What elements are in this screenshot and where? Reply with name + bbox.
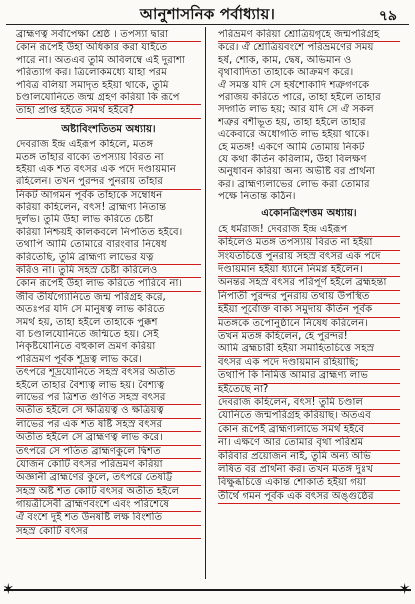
right-line-19: কহিলেও মতঙ্গ তপস্যায় বিরত না হইয়া <box>218 237 400 250</box>
right-line-6: পরাজয় করিতে পারে, তাহা হইলে তাহার <box>218 91 381 103</box>
right-line-29: তথাপি কি নিমিত্ত আমার ব্রাহ্মণ্য লাভ <box>218 370 400 383</box>
chapter-28-heading: অষ্টাবিংশতিতম অধ্যায়। <box>61 122 156 135</box>
left-line-29: তৎপরে শূদ্রযোনিতে সহস্র বৎসর অতীত <box>16 367 176 379</box>
left-line-40: ঐ বংশে দুই শত উনষষ্টি লক্ষ বিংশতি <box>16 512 201 525</box>
right-line-9: একেবারে অধোগতি লাভ হইয়া থাকে। <box>218 129 370 141</box>
right-line-33: কোন রূপেই ব্রাহ্মণ্যলাভে সমর্থ হইবে <box>218 424 400 437</box>
right-line-36: লষিত বর প্রার্থনা কর। তখন মতঙ্গ দুঃখ <box>218 464 400 477</box>
left-line-25: সমর্থ হয়, তাহা হইলে তাহাকে পুক্কশ <box>16 316 158 328</box>
left-line-11: দেবরাজ ইন্দ্র এইরূপ কহিলে, মতঙ্গ <box>16 139 154 151</box>
left-line-35: তৎপরে সে পতিত ব্রাহ্মণকুলে দ্বিশত <box>16 446 201 459</box>
right-line-5: ঐ সমস্ত যদি সে হর্ষশোকাদি শত্রুগণকে <box>218 79 370 91</box>
right-line-31: দেবরাজ কহিলেন, বৎস! তুমি চণ্ডাল <box>218 397 400 410</box>
right-text-column <box>218 29 400 581</box>
right-line-34: না। এক্ষণে আর তোমার বৃথা পরিশ্রম <box>218 437 400 450</box>
right-line-27: আমি ব্রহ্মচারী হইয়া সমাহিতচিত্তে সহস্র <box>218 343 400 356</box>
right-line-26: তখন মতঙ্গ কহিলেন, হে পুরন্দর! <box>218 330 348 342</box>
left-line-16: করিয়া কহিলেন, বৎস! ব্রাহ্মণ্য নিতান্ত <box>16 202 167 214</box>
left-line-31: লাভের পর ত্রিশত গুণিত সহস্র বৎসর <box>16 392 201 405</box>
right-line-8: শত্রুর বশীভূত হয়, তাহা হইলে তাহার <box>218 116 366 128</box>
left-line-7: তাহা প্রাপ্ত হইতে সমর্থ হইবে? <box>16 105 201 118</box>
left-line-37: অজ্ঞানী ব্রাহ্মণের কুলে, তৎপরে তেষট্টি <box>16 472 201 485</box>
right-line-35: করিবার প্রয়োজন নাই, তুমি অন্য অভি <box>218 451 400 464</box>
left-line-36: যোজন কোটি বৎসর পরিভ্রমণ করিয়া <box>16 459 201 472</box>
right-line-18: হে ধর্মরাজ! দেবরাজ ইন্দ্র এইরূপ <box>218 224 400 237</box>
right-line-21: দণ্ডায়মান হইয়া ধ্যানে নিমগ্ন হইলেন। <box>218 264 400 277</box>
left-line-26: বা চণ্ডালযোনিতে জন্মিতে হয়। সেই <box>16 328 159 340</box>
right-line-13: কর। ব্রাহ্মণ্যলাভের লোভ করা তোমার <box>218 178 370 190</box>
left-line-33: লাভের পর এক শত ষষ্টি সহস্র বৎসর <box>16 419 201 432</box>
left-line-39: গায়ত্রীসেবী ব্রাহ্মণবংশে এবং পরিশেষে <box>16 499 201 512</box>
left-line-15: নিকট আগমন পূর্বক তাঁহাকে সম্বোধন <box>16 189 163 201</box>
left-line-22: কোন রূপেই উহা লাভ করিতে পারিবে না। <box>16 278 201 291</box>
left-line-32: অতীত হইলে সে ক্ষত্রিয়ত্ব ও ক্ষত্রিয়ত্ব <box>16 405 201 418</box>
right-line-37: বিক্ষুব্ধচিত্তে একান্ত শোকার্ত হইয়া গয়া <box>218 477 400 490</box>
left-line-18: করিয়া নিশ্চয়ই কালকবলে নিপতিত হইবে। <box>16 226 183 238</box>
header-divider <box>6 24 409 25</box>
page-number: ৭৯ <box>378 8 397 24</box>
right-line-3: হর্ষ, শোক, কাম, দ্বেষ, অভিমান ও <box>218 54 352 66</box>
right-line-22: অনন্তর সহস্র বৎসর পরিপূর্ণ হইলে ব্রহ্মহন্তা <box>218 277 400 290</box>
left-line-19: তথাপি আমি তোমারে বারংবার নিষেধ <box>16 239 167 251</box>
left-line-5: পবিত্র বলিয়া সমাদৃত হইয়া থাকে, তুমি <box>16 79 169 91</box>
left-line-23: জীব তীর্যগ্যোনিতে জন্ম পরিগ্রহ করে, <box>16 291 166 303</box>
right-line-10: হে মতঙ্গ! একণে আমি তোমায় নিকট <box>218 141 365 153</box>
left-line-3: পারে না। অতএব তুমি অবিলম্বে এই দুরাশা <box>16 54 185 66</box>
left-text-column <box>16 29 201 581</box>
right-line-28: বৎসর এক পদে দণ্ডায়মান রহিয়াছি; <box>218 357 400 370</box>
left-line-21: করিও না। তুমি সহস্র চেষ্টা করিলেও <box>16 265 201 278</box>
left-line-24: অতঃপর যদি সে মানুষত্ব লাভ করিতে <box>16 304 165 316</box>
left-line-14: রহিলেন। তখন পুরন্দর পুনরায় তাঁহার <box>16 176 201 189</box>
right-line-25: মতঙ্গকে তপোনুষ্ঠানে নিষেধ করিলেন। <box>218 318 400 331</box>
left-line-6: চণ্ডালযোনিতে জন্ম গ্রহণ করিয়া কি রূপে <box>16 92 201 105</box>
right-line-32: যোনিতে জন্মপরিগ্রহ করিয়াছ। অতএব <box>218 410 400 423</box>
left-line-1: ব্রাহ্মণত্ব সর্বাপেক্ষা শ্রেষ্ঠ । তপস্যা দ্বারা <box>16 29 201 42</box>
right-line-30: হইতেছে না? <box>218 384 400 397</box>
left-line-13: হইয়া এক শত বৎসর এক পদে দণ্ডায়মান <box>16 163 176 175</box>
right-line-23: নিপাতী পুরন্দর পুনরায় তথায় উপস্থিত <box>218 291 400 304</box>
right-line-2: করে। ঐ শ্রোত্রিয়বংশে পরিভ্রমণের সময় <box>218 42 374 54</box>
right-line-7: সদ্গতি লাভ হয়; আর যদি সে ঐ সকল <box>218 104 374 116</box>
left-footer-ornament: ✶ <box>2 580 15 598</box>
left-line-2: কোন রূপেই উহা অধিকার করা যাইতে <box>16 42 168 54</box>
left-line-27: নিকৃষ্টযোনিতে বহুকাল ভ্রমণ করিয়া <box>16 341 156 353</box>
page-title: আনুশাসনিক পর্বাধ্যায়। <box>139 5 276 23</box>
footer-divider <box>4 589 411 591</box>
right-line-12: অনুধাবন করিয়া অন্য অভীষ্ট বর প্রার্থনা <box>218 166 375 178</box>
right-line-20: সংযতচিত্তে পুনরায় সহস্র বৎসর এক পদে <box>218 251 400 264</box>
left-line-41: সহস্র কোটি বৎসর <box>16 526 201 539</box>
left-line-38: সহস্র অষ্ট শত কোটি বৎসর অতীত হইলে <box>16 486 201 499</box>
right-line-38: তীর্থে গমন পূর্বক এক বৎসর অঙ্গুষ্ঠের <box>218 491 400 504</box>
right-line-14: পক্ষে নিতান্ত কঠিন। <box>218 191 296 203</box>
right-line-11: যে কথা কীর্তন করিলাম, উহা বিলক্ষণ <box>218 153 367 165</box>
page-header <box>0 0 415 24</box>
left-line-28: পরিভ্রমণ পূর্বক শূদ্রত্ব লাভ করে। <box>16 354 201 367</box>
left-line-34: অতীত হইলে সে ব্রাহ্মণত্ব লাভ করে। <box>16 432 201 445</box>
right-footer-ornament: ✶ <box>398 580 411 598</box>
right-line-1: পরিভ্রমণ করিয়া শ্রোত্রিয়গৃহে জন্মপরিগ্রহ <box>218 29 400 42</box>
right-line-4: বৃথাবাদিতা তাহাকে আক্রমণ করে। <box>218 67 354 79</box>
left-line-12: মতঙ্গ তাঁহার বাক্যে তপস্যায় বিরত না <box>16 151 164 163</box>
column-divider <box>205 27 206 579</box>
left-line-17: দুর্লভ। তুমি উহা লাভ করিতে চেষ্টা <box>16 214 154 226</box>
left-line-20: করিতেছি, তুমি ব্রাহ্মণ্য লাভের যত্ন <box>16 252 201 265</box>
chapter-29-heading: একোনত্রিংশত্তম অধ্যায়। <box>261 207 357 220</box>
left-line-30: হইলে তাহার বৈশ্যত্ব লাভ হয়। বৈশ্যত্ব <box>16 379 165 391</box>
left-line-4: পরিত্যাগ কর। ত্রিলোকমধ্যে যাহা পরম <box>16 67 167 79</box>
right-line-24: হইয়া পূর্বোক্ত বাক্য সমুদায় কীর্তন পূর্বক <box>218 304 400 317</box>
